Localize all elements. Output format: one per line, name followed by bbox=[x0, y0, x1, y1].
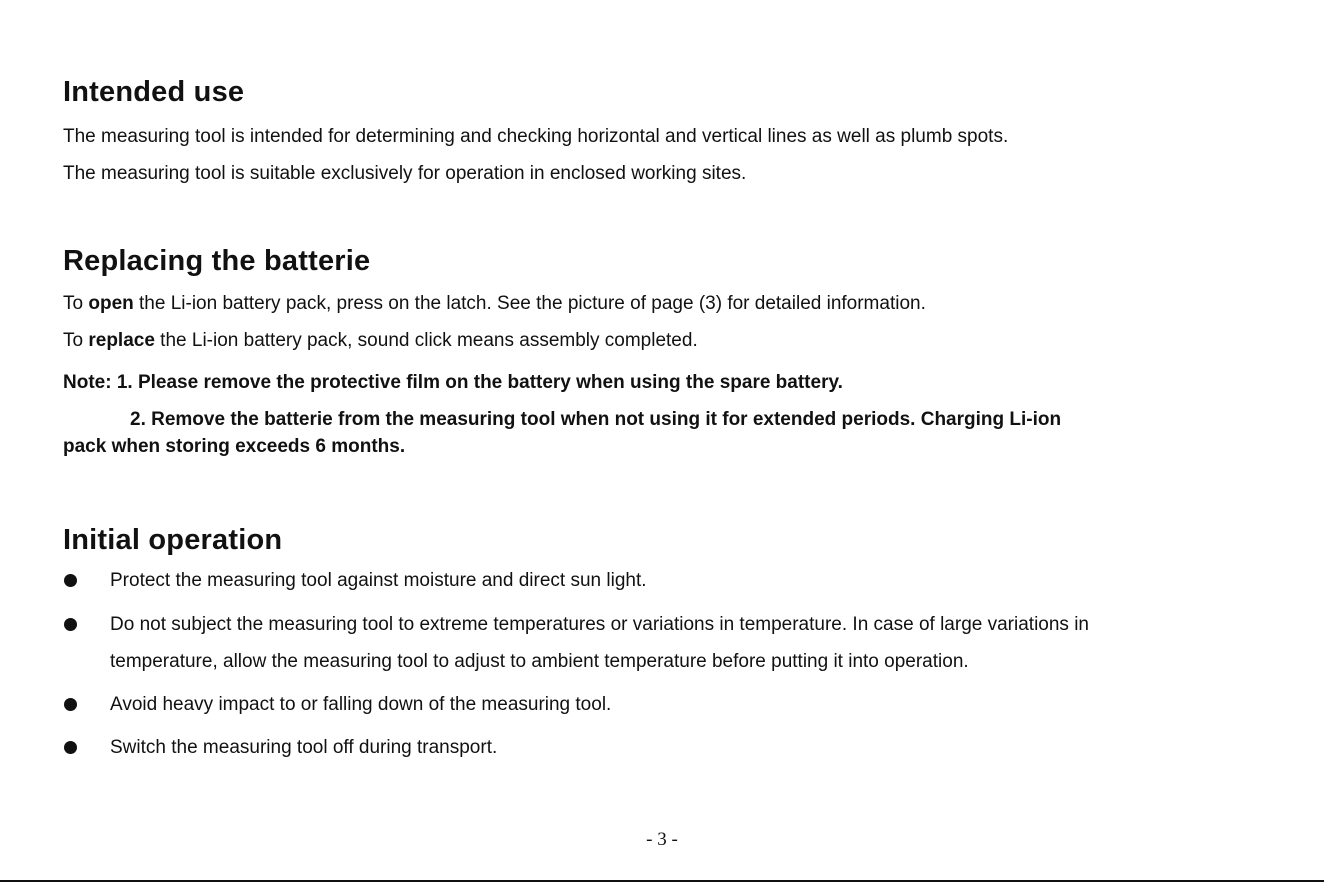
bottom-rule bbox=[0, 880, 1324, 882]
note-1: Note: 1. Please remove the protective film on the battery when using the spare battery. bbox=[63, 372, 843, 393]
bullet-item-2-line-1: Do not subject the measuring tool to extreme temperatures or variations in temperature. In case of large variations in bbox=[110, 614, 1089, 635]
note-2-line-1: 2. Remove the batterie from the measuring tool when not using it for extended periods. Charging Li-ion bbox=[130, 409, 1062, 430]
replace-instruction bbox=[63, 330, 698, 352]
bullet-icon bbox=[64, 741, 77, 754]
page-number: - 3 - bbox=[646, 829, 678, 850]
note-2-line-2: pack when storing exceeds 6 months. bbox=[63, 436, 406, 457]
bullet-item-3: Avoid heavy impact to or falling down of the measuring tool. bbox=[110, 694, 612, 715]
open-prefix: To bbox=[63, 293, 89, 314]
open-keyword: open bbox=[88, 293, 134, 314]
replace-keyword: replace bbox=[88, 330, 155, 351]
intended-use-line-1: The measuring tool is intended for determining and checking horizontal and vertical lines as well as plumb spots. bbox=[63, 126, 1009, 147]
heading-intended-use: Intended use bbox=[63, 76, 245, 108]
bullet-item-4: Switch the measuring tool off during transport. bbox=[110, 737, 498, 758]
intended-use-line-2: The measuring tool is suitable exclusively for operation in enclosed working sites. bbox=[63, 163, 747, 184]
replace-text: the Li-ion battery pack, sound click means assembly completed. bbox=[154, 330, 698, 351]
bullet-item-2-line-2: temperature, allow the measuring tool to adjust to ambient temperature before putting it into operation. bbox=[110, 651, 969, 672]
bullet-icon bbox=[64, 698, 77, 711]
bullet-icon bbox=[64, 574, 77, 587]
heading-replacing-battery: Replacing the batterie bbox=[63, 245, 371, 277]
bullet-item-1: Protect the measuring tool against moisture and direct sun light. bbox=[110, 570, 647, 591]
open-text: the Li-ion battery pack, press on the latch. See the picture of page (3) for detailed information. bbox=[133, 293, 926, 314]
open-instruction bbox=[63, 293, 926, 315]
bullet-icon bbox=[64, 618, 77, 631]
heading-initial-operation: Initial operation bbox=[63, 524, 283, 556]
replace-prefix: To bbox=[63, 330, 89, 351]
